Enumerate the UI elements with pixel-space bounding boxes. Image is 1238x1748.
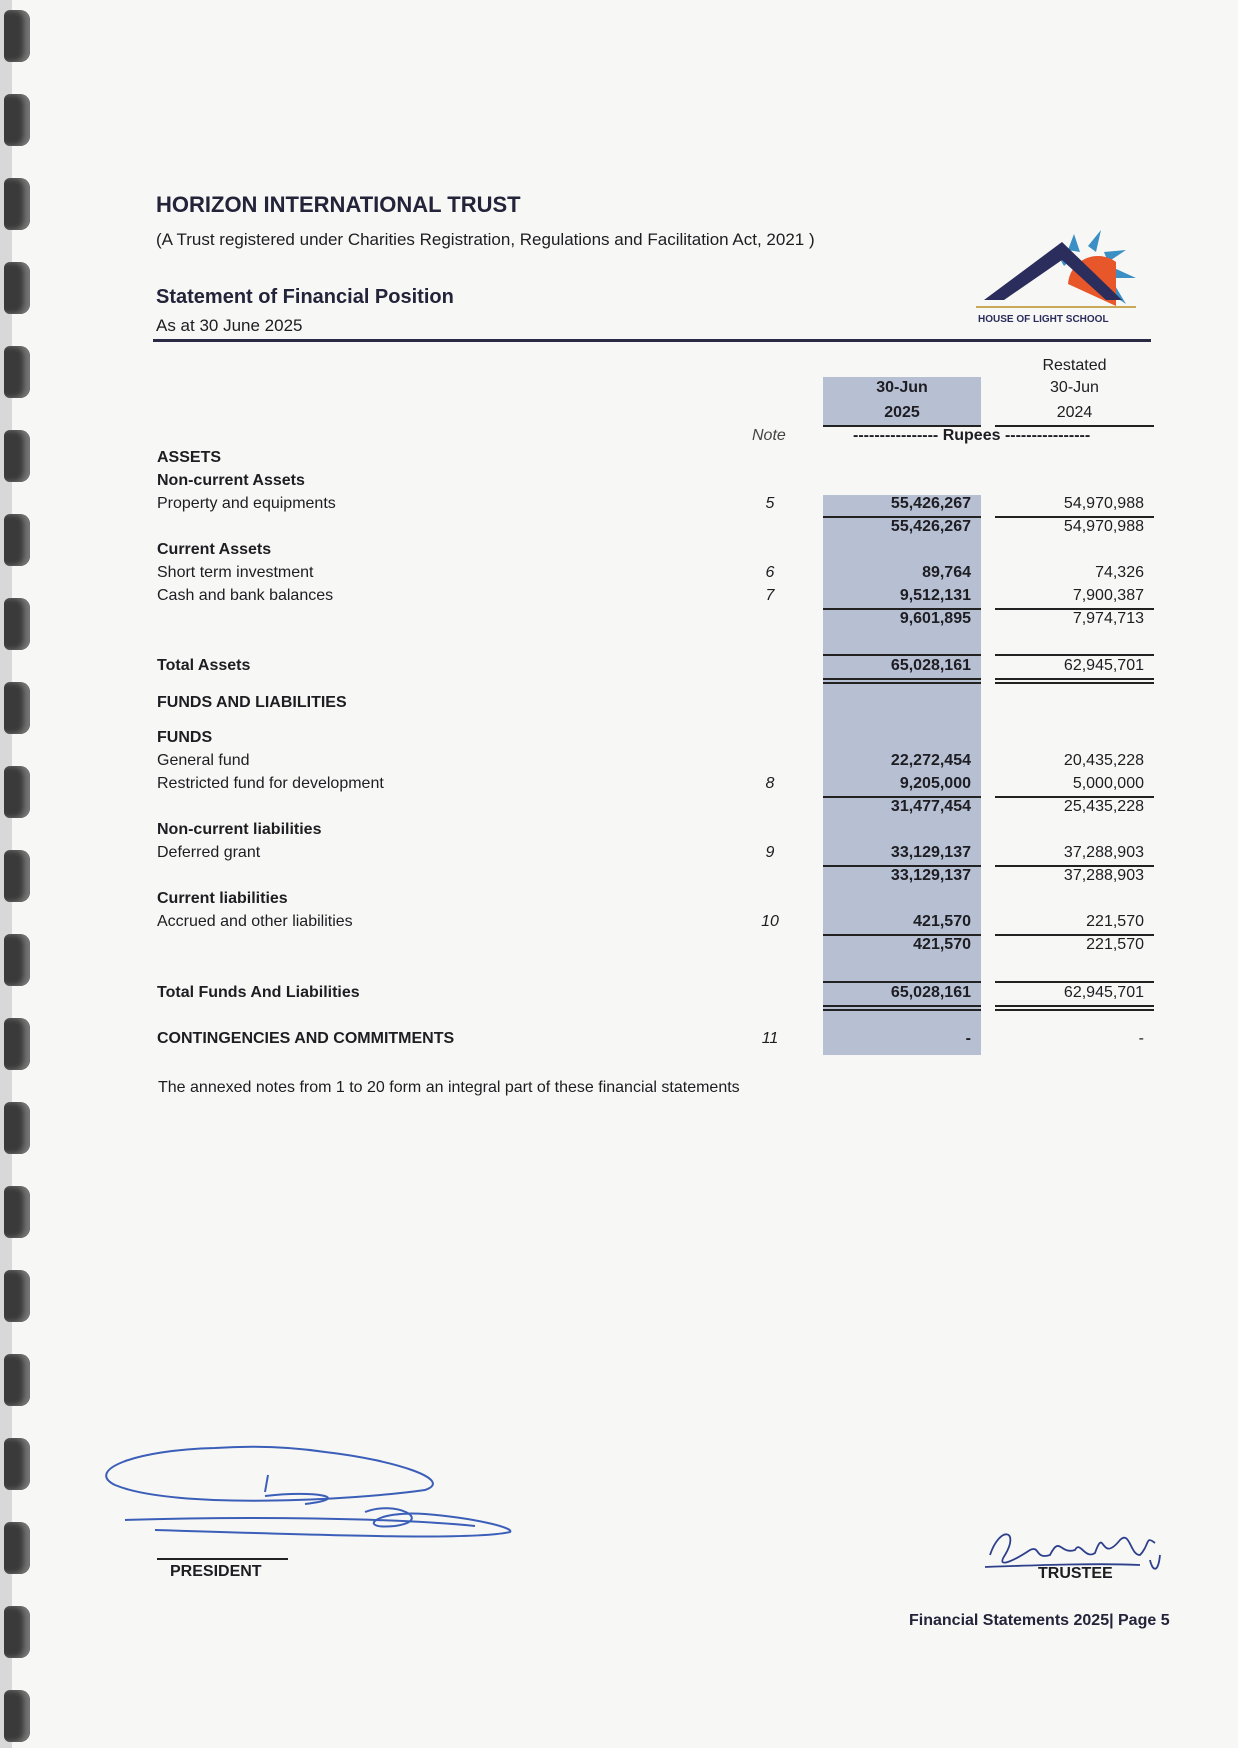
- binding-ring: [4, 178, 30, 230]
- value-2024: 5,000,000: [1072, 775, 1144, 792]
- row-label: Accrued and other liabilities: [157, 913, 353, 930]
- value-2025: 89,764: [922, 564, 971, 581]
- binding-ring: [4, 94, 30, 146]
- row-label: Deferred grant: [157, 844, 261, 861]
- table-row: [0, 564, 1238, 586]
- table-row: [0, 752, 1238, 774]
- row-label: FUNDS AND LIABILITIES: [157, 694, 347, 711]
- note-ref: 5: [765, 495, 775, 512]
- header-rule: [153, 339, 1151, 342]
- value-2024: 221,570: [1086, 936, 1144, 953]
- table-row: [0, 936, 1238, 958]
- value-2025: 9,601,895: [899, 610, 971, 627]
- table-row: [0, 798, 1238, 820]
- binding-ring: [4, 1690, 30, 1742]
- value-2024: 62,945,701: [1063, 657, 1144, 674]
- school-logo: [976, 222, 1138, 331]
- value-2025: 33,129,137: [890, 867, 971, 884]
- binding-ring: [4, 10, 30, 62]
- note-header: Note: [752, 427, 786, 444]
- table-row: [0, 472, 1238, 494]
- value-2024: 7,900,387: [1072, 587, 1144, 604]
- org-name: HORIZON INTERNATIONAL TRUST: [156, 192, 521, 217]
- table-row: [0, 729, 1238, 751]
- value-2025: -: [965, 1030, 971, 1047]
- row-label: Non-current liabilities: [157, 821, 322, 838]
- value-2024: 221,570: [1086, 913, 1144, 930]
- binding-ring: [4, 1102, 30, 1154]
- as-at-date: As at 30 June 2025: [156, 316, 303, 335]
- note-ref: 9: [765, 844, 775, 861]
- restated-label: Restated: [1042, 357, 1107, 374]
- total-rule: [823, 981, 981, 983]
- row-label: Cash and bank balances: [157, 587, 334, 604]
- current-month: 30-Jun: [876, 379, 928, 396]
- statement-title: Statement of Financial Position: [156, 286, 454, 308]
- row-label: Restricted fund for development: [157, 775, 384, 792]
- double-underline: [995, 1005, 1154, 1011]
- binding-ring: [4, 1270, 30, 1322]
- value-2025: 9,205,000: [899, 775, 971, 792]
- table-row: [0, 541, 1238, 563]
- value-2024: 20,435,228: [1063, 752, 1144, 769]
- row-label: Short term investment: [157, 564, 314, 581]
- total-rule: [995, 981, 1154, 983]
- table-row: [0, 867, 1238, 889]
- row-label: Current Assets: [157, 541, 272, 558]
- table-row: [0, 1030, 1238, 1052]
- table-row: [0, 844, 1238, 866]
- currency-label: ---------------- Rupees ----------------: [853, 427, 1091, 444]
- value-2025: 22,272,454: [890, 752, 971, 769]
- value-2025: 33,129,137: [890, 844, 971, 861]
- table-row: [0, 449, 1238, 471]
- row-label: Non-current Assets: [157, 472, 305, 489]
- prior-month: 30-Jun: [1050, 379, 1099, 396]
- table-row: [0, 518, 1238, 540]
- table-row: [0, 890, 1238, 912]
- row-label: ASSETS: [157, 449, 222, 466]
- value-2025: 421,570: [913, 936, 971, 953]
- binding-ring: [4, 1606, 30, 1658]
- value-2024: 54,970,988: [1063, 495, 1144, 512]
- registration-note: (A Trust registered under Charities Registration, Regulations and Facilitation Act, 2021 ): [156, 230, 815, 249]
- value-2024: 62,945,701: [1063, 984, 1144, 1001]
- binding-ring: [4, 1186, 30, 1238]
- note-ref: 7: [765, 587, 775, 604]
- double-underline: [823, 1005, 981, 1011]
- binding-ring: [4, 1522, 30, 1574]
- binding-ring: [4, 1438, 30, 1490]
- value-2025: 55,426,267: [890, 495, 971, 512]
- binding-ring: [4, 1354, 30, 1406]
- value-2024: 25,435,228: [1063, 798, 1144, 815]
- row-label: Total Assets: [157, 657, 251, 674]
- row-label: Property and equipments: [157, 495, 336, 512]
- value-2025: 9,512,131: [899, 587, 971, 604]
- value-2025: 421,570: [913, 913, 971, 930]
- row-label: Total Funds And Liabilities: [157, 984, 360, 1001]
- table-row: [0, 984, 1238, 1006]
- table-row: [0, 694, 1238, 716]
- row-label: CONTINGENCIES AND COMMITMENTS: [157, 1030, 455, 1047]
- current-year: 2025: [884, 404, 920, 421]
- note-ref: 10: [761, 913, 779, 930]
- page-footer: Financial Statements 2025| Page 5: [909, 1612, 1170, 1629]
- double-underline: [823, 678, 981, 684]
- total-rule: [823, 654, 981, 656]
- table-row: [0, 610, 1238, 632]
- table-row: [0, 913, 1238, 935]
- president-signature: [95, 1440, 525, 1565]
- note-ref: 8: [765, 775, 775, 792]
- prior-year: 2024: [1056, 404, 1093, 421]
- value-2025: 65,028,161: [890, 984, 971, 1001]
- president-line: [157, 1558, 288, 1560]
- trustee-label: TRUSTEE: [1038, 1565, 1113, 1582]
- binding-ring: [4, 262, 30, 314]
- note-ref: 6: [765, 564, 775, 581]
- note-ref: 11: [761, 1030, 779, 1047]
- value-2024: 74,326: [1095, 564, 1144, 581]
- binding-ring: [4, 346, 30, 398]
- value-2025: 31,477,454: [890, 798, 971, 815]
- value-2024: 7,974,713: [1072, 610, 1144, 627]
- row-label: Current liabilities: [157, 890, 288, 907]
- table-row: [0, 587, 1238, 609]
- value-2024: 54,970,988: [1063, 518, 1144, 535]
- table-row: [0, 657, 1238, 679]
- double-underline: [995, 678, 1154, 684]
- table-row: [0, 821, 1238, 843]
- row-label: FUNDS: [157, 729, 213, 746]
- table-row: [0, 495, 1238, 517]
- president-label: PRESIDENT: [170, 1563, 262, 1580]
- table-row: [0, 775, 1238, 797]
- row-label: General fund: [157, 752, 250, 769]
- value-2024: -: [1138, 1030, 1144, 1047]
- value-2024: 37,288,903: [1063, 867, 1144, 884]
- logo-text: HOUSE OF LIGHT SCHOOL: [978, 314, 1109, 325]
- total-rule: [995, 654, 1154, 656]
- footnote: The annexed notes from 1 to 20 form an integral part of these financial statements: [158, 1079, 740, 1096]
- value-2025: 55,426,267: [890, 518, 971, 535]
- value-2025: 65,028,161: [890, 657, 971, 674]
- value-2024: 37,288,903: [1063, 844, 1144, 861]
